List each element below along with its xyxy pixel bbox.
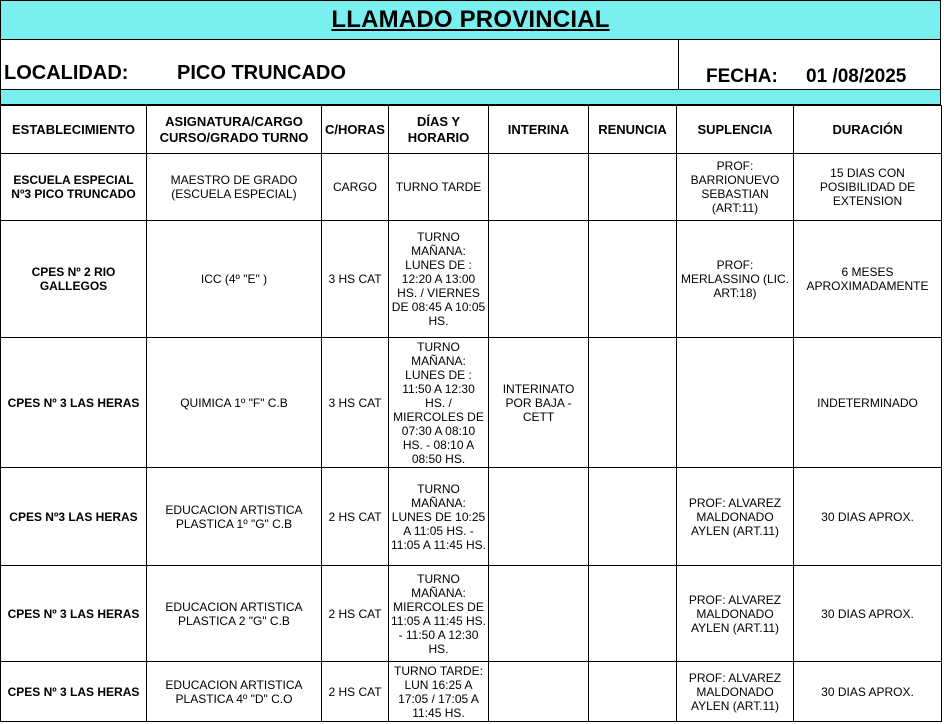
separator-band (0, 89, 941, 105)
cell-asignatura: MAESTRO DE GRADO (ESCUELA ESPECIAL) (147, 154, 322, 221)
cell-duracion: 30 DIAS APROX. (794, 662, 942, 722)
cell-establecimiento: CPES Nº 3 LAS HERAS (1, 338, 147, 468)
cell-establecimiento: CPES Nº 2 RIO GALLEGOS (1, 221, 147, 338)
cell-interina (489, 154, 589, 221)
col-header-interina: INTERINA (489, 106, 589, 154)
col-header-asignatura: ASIGNATURA/CARGO CURSO/GRADO TURNO (147, 106, 322, 154)
col-header-establecimiento: ESTABLECIMIENTO (1, 106, 147, 154)
col-header-duracion: DURACIÓN (794, 106, 942, 154)
cell-asignatura: EDUCACION ARTISTICA PLASTICA 1º "G" C.B (147, 468, 322, 566)
cell-interina (489, 468, 589, 566)
vacancies-table (0, 105, 942, 722)
table-row (1, 468, 942, 566)
cell-dias: TURNO TARDE: LUN 16:25 A 17:05 / 17:05 A 11:45 HS. (389, 662, 489, 722)
localidad-value: PICO TRUNCADO (177, 62, 346, 84)
cell-renuncia (589, 662, 677, 722)
title-band (0, 0, 941, 40)
cell-suplencia: PROF: BARRIONUEVO SEBASTIAN (ART:11) (677, 154, 794, 221)
cell-horas: 2 HS CAT (322, 662, 389, 722)
cell-horas: 3 HS CAT (322, 221, 389, 338)
cell-establecimiento: CPES Nº3 LAS HERAS (1, 468, 147, 566)
fecha-label: FECHA: (706, 66, 778, 87)
cell-suplencia: PROF: ALVAREZ MALDONADO AYLEN (ART.11) (677, 662, 794, 722)
cell-dias: TURNO TARDE (389, 154, 489, 221)
cell-renuncia (589, 154, 677, 221)
cell-dias: TURNO MAÑANA: LUNES DE 10:25 A 11:05 HS. - 11:05 A 11:45 HS. (389, 468, 489, 566)
table-row (1, 338, 942, 468)
cell-suplencia: PROF: MERLASSINO (LIC. ART:18) (677, 221, 794, 338)
localidad-label: LOCALIDAD: (4, 62, 129, 84)
cell-horas: 2 HS CAT (322, 468, 389, 566)
cell-interina (489, 221, 589, 338)
fecha-cell (678, 40, 942, 89)
cell-horas: 3 HS CAT (322, 338, 389, 468)
cell-interina (489, 662, 589, 722)
cell-renuncia (589, 338, 677, 468)
cell-dias: TURNO MAÑANA: LUNES DE : 11:50 A 12:30 HS. / MIERCOLES DE 07:30 A 08:10 HS. - 08:10 A 08:50 HS. (389, 338, 489, 468)
col-header-renuncia: RENUNCIA (589, 106, 677, 154)
cell-dias: TURNO MAÑANA: MIERCOLES DE 11:05 A 11:45 HS. - 11:50 A 12:30 HS. (389, 566, 489, 662)
cell-horas: 2 HS CAT (322, 566, 389, 662)
cell-renuncia (589, 221, 677, 338)
cell-asignatura: ICC (4º "E" ) (147, 221, 322, 338)
cell-renuncia (589, 566, 677, 662)
cell-suplencia (677, 338, 794, 468)
cell-duracion: 30 DIAS APROX. (794, 566, 942, 662)
cell-duracion: 30 DIAS APROX. (794, 468, 942, 566)
cell-horas: CARGO (322, 154, 389, 221)
cell-asignatura: EDUCACION ARTISTICA PLASTICA 2 "G" C.B (147, 566, 322, 662)
fecha-value: 01 /08/2025 (806, 66, 907, 87)
cell-establecimiento: CPES Nº 3 LAS HERAS (1, 566, 147, 662)
table-row (1, 221, 942, 338)
table-row (1, 566, 942, 662)
cell-interina (489, 566, 589, 662)
page-title: LLAMADO PROVINCIAL (331, 6, 610, 33)
table-row (1, 154, 942, 221)
cell-suplencia: PROF: ALVAREZ MALDONADO AYLEN (ART.11) (677, 468, 794, 566)
cell-dias: TURNO MAÑANA: LUNES DE : 12:20 A 13:00 HS. / VIERNES DE 08:45 A 10:05 HS. (389, 221, 489, 338)
col-header-suplencia: SUPLENCIA (677, 106, 794, 154)
cell-establecimiento: CPES Nº 3 LAS HERAS (1, 662, 147, 722)
cell-establecimiento: ESCUELA ESPECIAL Nº3 PICO TRUNCADO (1, 154, 147, 221)
col-header-dias: DÍAS Y HORARIO (389, 106, 489, 154)
cell-asignatura: EDUCACION ARTISTICA PLASTICA 4º "D" C.O (147, 662, 322, 722)
header-row (1, 106, 942, 154)
col-header-horas: C/HORAS (322, 106, 389, 154)
cell-renuncia (589, 468, 677, 566)
cell-interina: INTERINATO POR BAJA - CETT (489, 338, 589, 468)
cell-duracion: 15 DIAS CON POSIBILIDAD DE EXTENSION (794, 154, 942, 221)
cell-suplencia: PROF: ALVAREZ MALDONADO AYLEN (ART.11) (677, 566, 794, 662)
localidad-row (0, 40, 941, 89)
cell-duracion: 6 MESES APROXIMADAMENTE (794, 221, 942, 338)
cell-asignatura: QUIMICA 1º "F" C.B (147, 338, 322, 468)
cell-duracion: INDETERMINADO (794, 338, 942, 468)
table-row (1, 662, 942, 722)
